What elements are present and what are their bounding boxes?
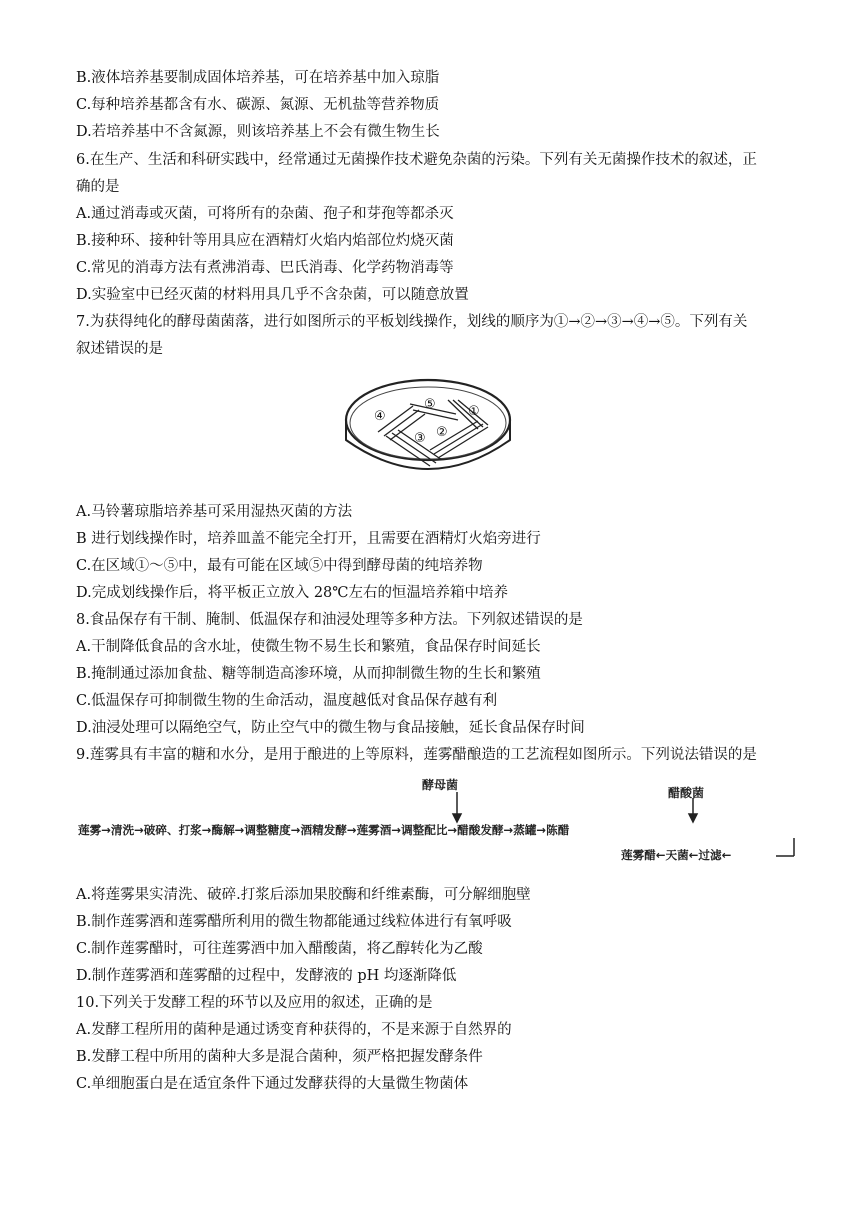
dish-label-3: ③ <box>414 431 426 446</box>
dish-label-4: ④ <box>374 409 386 424</box>
q5-option-b: B.液体培养基要制成固体培养基，可在培养基中加入琼脂 <box>76 70 440 86</box>
q10-option-c: C.单细胞蛋白是在适宜条件下通过发酵获得的大量微生物菌体 <box>76 1076 469 1092</box>
q6-stem-line1: 6.在生产、生活和科研实践中，经常通过无菌操作技术避免杂菌的污染。下列有关无菌操作技术的叙述，正 <box>76 152 757 168</box>
q10-stem: 10.下列关于发酵工程的环节以及应用的叙述，正确的是 <box>76 995 433 1011</box>
q7-stem-line1: 7.为获得纯化的酵母菌菌落，进行如图所示的平板划线操作，划线的顺序为①→②→③→④→⑤。下列有关 <box>76 314 748 330</box>
petri-dish-drawing <box>338 370 518 485</box>
flow-main-chain: 莲雾→清洗→破碎、打浆→酶解→调整糖度→酒精发酵→莲雾酒→调整配比→醋酸发酵→蒸罐→陈醋 <box>78 823 570 837</box>
q10-option-a: A.发酵工程所用的菌种是通过诱变育种获得的，不是来源于自然界的 <box>76 1022 512 1038</box>
flow-yeast-label: 酵母菌 <box>422 778 459 792</box>
q6-stem-line2: 确的是 <box>76 179 120 195</box>
flow-bottom-chain: 莲雾醋←天菌←过滤← <box>621 848 732 862</box>
q7-option-b: B 进行划线操作时，培养皿盖不能完全打开，且需要在酒精灯火焰旁进行 <box>76 531 541 547</box>
q6-option-c: C.常见的消毒方法有煮沸消毒、巴氏消毒、化学药物消毒等 <box>76 260 454 276</box>
q9-option-a: A.将莲雾果实清洗、破碎.打浆后添加果胶酶和纤维素酶，可分解细胞壁 <box>76 887 531 903</box>
q6-option-d: D.实验室中已经灭菌的材料用具几乎不含杂菌，可以随意放置 <box>76 287 469 303</box>
process-flow-figure <box>76 772 821 868</box>
q6-option-b: B.接种环、接种针等用具应在酒精灯火焰内焰部位灼烧灭菌 <box>76 233 454 249</box>
q8-option-c: C.低温保存可抑制微生物的生命活动，温度越低对食品保存越有利 <box>76 693 498 709</box>
q8-stem: 8.食品保存有干制、腌制、低温保存和油浸处理等多种方法。下列叙述错误的是 <box>76 612 583 628</box>
dish-label-2: ② <box>436 425 448 440</box>
dish-label-5: ⑤ <box>424 397 436 412</box>
q9-option-b: B.制作莲雾酒和莲雾醋所利用的微生物都能通过线粒体进行有氧呼吸 <box>76 914 512 930</box>
q9-option-c: C.制作莲雾醋时，可往莲雾酒中加入醋酸菌，将乙醇转化为乙酸 <box>76 941 483 957</box>
petri-dish-figure <box>338 370 518 485</box>
dish-label-1: ① <box>468 404 480 419</box>
flow-acetic-label: 醋酸菌 <box>668 786 705 800</box>
q5-option-d: D.若培养基中不含氮源，则该培养基上不会有微生物生长 <box>76 124 440 140</box>
q7-stem-line2: 叙述错误的是 <box>76 341 163 357</box>
q9-option-d: D.制作莲雾酒和莲雾醋的过程中，发酵液的 pH 均逐渐降低 <box>76 968 457 984</box>
q8-option-d: D.油浸处理可以隔绝空气，防止空气中的微生物与食品接触，延长食品保存时间 <box>76 720 585 736</box>
q5-option-c: C.每种培养基都含有水、碳源、氮源、无机盐等营养物质 <box>76 97 440 113</box>
q8-option-a: A.干制降低食品的含水址，使微生物不易生长和繁殖，食品保存时间延长 <box>76 639 541 655</box>
q9-stem: 9.莲雾具有丰富的糖和水分，是用于酿进的上等原料，莲雾醋酿造的工艺流程如图所示。下列说法错误的是 <box>76 747 757 763</box>
q7-option-a: A.马铃薯琼脂培养基可采用湿热灭菌的方法 <box>76 504 353 520</box>
q7-option-c: C.在区域①～⑤中，最有可能在区域⑤中得到酵母菌的纯培养物 <box>76 558 483 574</box>
q6-option-a: A.通过消毒或灭菌，可将所有的杂菌、孢子和芽孢等都杀灭 <box>76 206 454 222</box>
q10-option-b: B.发酵工程中所用的菌种大多是混合菌种，须严格把握发酵条件 <box>76 1049 483 1065</box>
q7-option-d: D.完成划线操作后，将平板正立放入 28℃左右的恒温培养箱中培养 <box>76 585 508 601</box>
q8-option-b: B.掩制通过添加食盐、糖等制造高渗环境，从而抑制微生物的生长和繁殖 <box>76 666 541 682</box>
